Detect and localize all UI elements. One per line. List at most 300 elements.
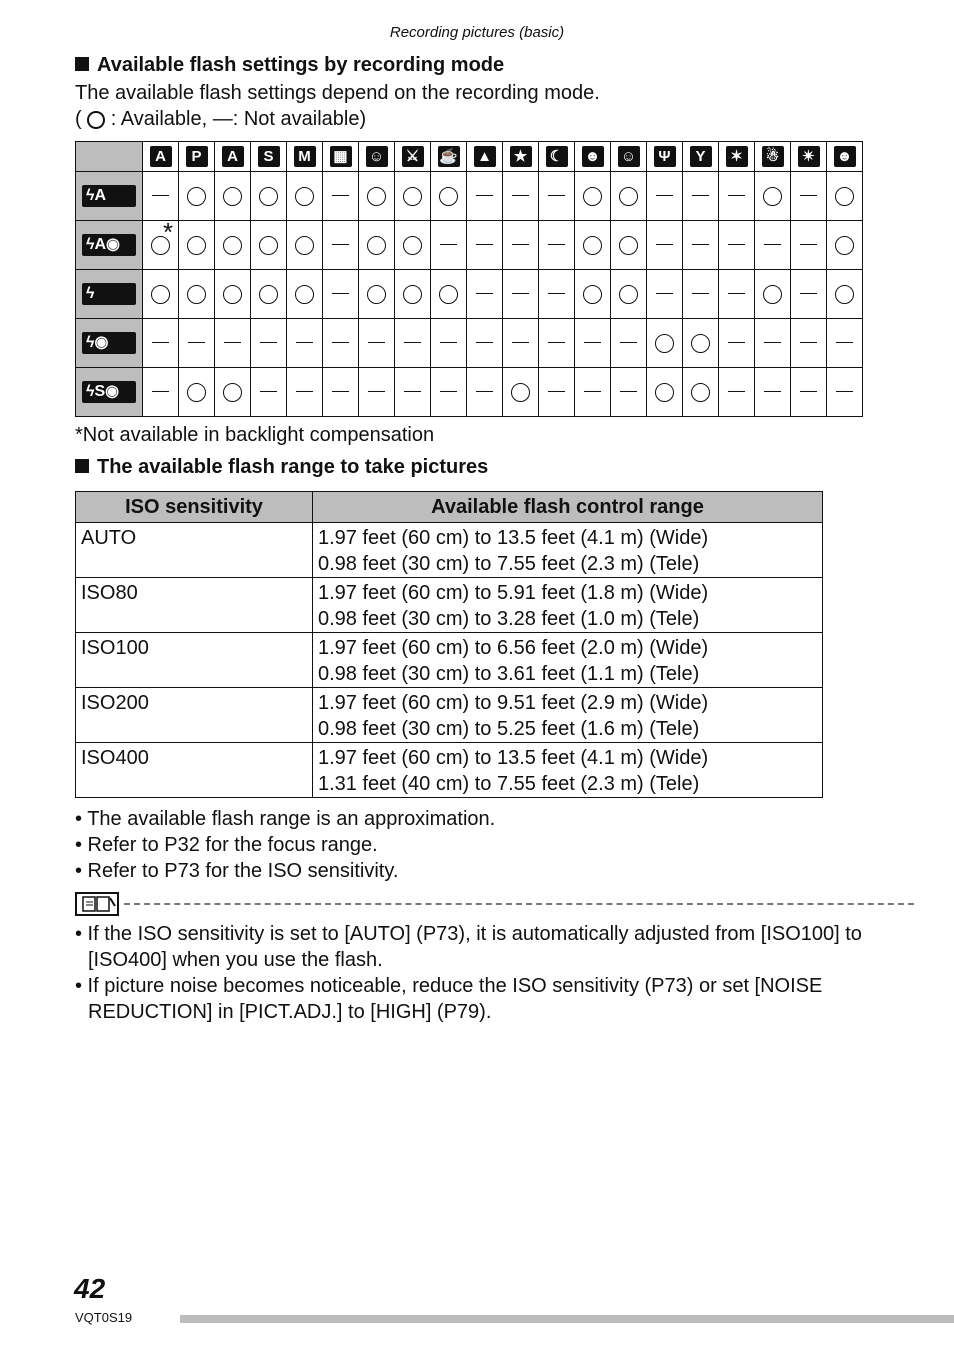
- available-circle-icon: [655, 383, 674, 402]
- not-available-dash: [332, 293, 349, 294]
- availability-cell: [431, 368, 467, 417]
- flash-row: [76, 172, 863, 221]
- memo-icon: [75, 892, 119, 916]
- availability-cell: [575, 368, 611, 417]
- availability-cell: [791, 368, 827, 417]
- not-available-dash: [728, 391, 745, 392]
- range-row: [76, 578, 823, 633]
- tele-range: 1.31 feet (40 cm) to 7.55 feet (2.3 m) (Tele): [318, 773, 700, 795]
- availability-cell: [755, 270, 791, 319]
- flash-icon: ϟS◉: [82, 381, 136, 403]
- availability-cell: [539, 319, 575, 368]
- availability-cell: [611, 221, 647, 270]
- not-available-dash: [188, 342, 205, 343]
- available-circle-icon: [439, 285, 458, 304]
- mode-icon: M: [294, 146, 316, 167]
- mode-icon: ☺: [366, 146, 388, 167]
- mode-icon: ✴: [798, 146, 820, 167]
- availability-cell: [719, 368, 755, 417]
- mode-header-cell: [503, 142, 539, 172]
- available-circle-icon: [223, 236, 242, 255]
- not-available-dash: [440, 391, 457, 392]
- not-available-dash: [404, 391, 421, 392]
- mode-icon: ☃: [762, 146, 784, 167]
- available-circle-icon: [763, 187, 782, 206]
- not-available-dash: [836, 342, 853, 343]
- section-title-text: The available flash range to take pictures: [97, 456, 489, 478]
- intro-text: The available flash settings depend on the recording mode.: [75, 82, 600, 104]
- availability-cell: [467, 172, 503, 221]
- availability-cell: [575, 270, 611, 319]
- bullet-list: [75, 806, 495, 884]
- mode-header-cell: [395, 142, 431, 172]
- flash-mode-cell: [76, 270, 143, 319]
- availability-cell: [215, 270, 251, 319]
- column-header-range: Available flash control range: [313, 492, 823, 523]
- availability-cell: [503, 368, 539, 417]
- not-available-dash: [404, 342, 421, 343]
- availability-cell: [575, 172, 611, 221]
- availability-cell: [539, 368, 575, 417]
- mode-header-cell: [755, 142, 791, 172]
- square-bullet-icon: [75, 459, 89, 473]
- mode-icon: S: [258, 146, 280, 167]
- available-circle-icon: [187, 187, 206, 206]
- mode-header-cell: [539, 142, 575, 172]
- availability-cell: [719, 270, 755, 319]
- column-header-iso: ISO sensitivity: [76, 492, 313, 523]
- not-available-dash: [728, 293, 745, 294]
- not-available-dash: [476, 195, 493, 196]
- legend-text: ( : Available, —: Not available): [75, 108, 367, 130]
- availability-cell: [539, 270, 575, 319]
- mode-header-cell: [575, 142, 611, 172]
- availability-cell: [755, 221, 791, 270]
- availability-cell: [251, 270, 287, 319]
- availability-cell: [251, 368, 287, 417]
- availability-cell: [395, 221, 431, 270]
- availability-cell: [683, 319, 719, 368]
- availability-cell: [215, 172, 251, 221]
- available-circle-icon: [691, 334, 710, 353]
- mode-header-cell: [719, 142, 755, 172]
- availability-cell: [395, 319, 431, 368]
- not-available-dash: [152, 342, 169, 343]
- dashed-divider: [124, 903, 914, 905]
- availability-cell: [827, 368, 863, 417]
- flash-mode-table: [75, 141, 863, 417]
- not-available-dash: [152, 195, 169, 196]
- not-available-dash: [260, 342, 277, 343]
- not-available-dash: [332, 391, 349, 392]
- availability-cell: [251, 221, 287, 270]
- availability-cell: [719, 319, 755, 368]
- section-title-text: Available flash settings by recording mode: [97, 54, 505, 76]
- mode-icon: ▲: [474, 146, 496, 167]
- availability-cell: [287, 368, 323, 417]
- availability-cell: [503, 221, 539, 270]
- availability-cell: [287, 172, 323, 221]
- not-available-dash: [692, 244, 709, 245]
- availability-cell: [467, 270, 503, 319]
- available-circle-icon: [691, 383, 710, 402]
- availability-cell: [287, 221, 323, 270]
- mode-icon: ☺: [618, 146, 640, 167]
- not-available-dash: [368, 342, 385, 343]
- not-available-dash: [512, 244, 529, 245]
- not-available-dash: [512, 293, 529, 294]
- mode-icon: Ψ: [654, 146, 676, 167]
- notebook-icon: [77, 894, 117, 914]
- flash-row: [76, 270, 863, 319]
- availability-cell: [611, 319, 647, 368]
- availability-cell: [467, 319, 503, 368]
- not-available-dash: [476, 244, 493, 245]
- footnote-star: *: [163, 217, 174, 247]
- not-available-dash: [584, 342, 601, 343]
- availability-cell: [323, 172, 359, 221]
- availability-cell: [467, 221, 503, 270]
- not-available-dash: [764, 342, 781, 343]
- available-circle-icon: [619, 285, 638, 304]
- iso-cell: ISO100: [76, 633, 313, 688]
- range-cell: [313, 743, 823, 798]
- not-available-dash: [476, 342, 493, 343]
- availability-cell: [395, 270, 431, 319]
- available-circle-icon: [87, 111, 105, 129]
- mode-icon: ☻: [582, 146, 604, 167]
- flash-range-table: [75, 491, 823, 798]
- available-circle-icon: [439, 187, 458, 206]
- availability-cell: [323, 368, 359, 417]
- available-circle-icon: [187, 236, 206, 255]
- section-title-flash-range: [75, 456, 488, 479]
- tele-range: 0.98 feet (30 cm) to 7.55 feet (2.3 m) (Tele): [318, 553, 700, 575]
- availability-cell: [431, 319, 467, 368]
- available-circle-icon: [583, 285, 602, 304]
- not-available-dash: [620, 391, 637, 392]
- availability-cell: [215, 221, 251, 270]
- range-cell: [313, 633, 823, 688]
- tele-range: 0.98 feet (30 cm) to 3.61 feet (1.1 m) (Tele): [318, 663, 700, 685]
- range-cell: [313, 523, 823, 578]
- not-available-dash: [368, 391, 385, 392]
- not-available-dash: [152, 391, 169, 392]
- availability-cell: [215, 319, 251, 368]
- not-available-dash: [764, 244, 781, 245]
- not-available-dash: [800, 293, 817, 294]
- available-circle-icon: [295, 187, 314, 206]
- available-circle-icon: [835, 187, 854, 206]
- available-circle-icon: [367, 285, 386, 304]
- availability-cell: [143, 319, 179, 368]
- availability-cell: [575, 319, 611, 368]
- mode-header-cell: [143, 142, 179, 172]
- range-row: [76, 743, 823, 798]
- mode-icon: ⚔: [402, 146, 424, 167]
- availability-cell: [647, 221, 683, 270]
- availability-cell: [791, 172, 827, 221]
- available-circle-icon: [403, 236, 422, 255]
- availability-cell: [323, 319, 359, 368]
- availability-cell: [467, 368, 503, 417]
- availability-cell: [539, 172, 575, 221]
- tele-range: 0.98 feet (30 cm) to 3.28 feet (1.0 m) (Tele): [318, 608, 700, 630]
- availability-cell: [179, 172, 215, 221]
- available-circle-icon: [367, 236, 386, 255]
- availability-cell: [503, 270, 539, 319]
- mode-icon: ☾: [546, 146, 568, 167]
- availability-cell: [503, 172, 539, 221]
- iso-cell: AUTO: [76, 523, 313, 578]
- wide-range: 1.97 feet (60 cm) to 13.5 feet (4.1 m) (Wide): [318, 527, 709, 549]
- mode-icon: ✶: [726, 146, 748, 167]
- availability-cell: [755, 319, 791, 368]
- bullet-item: • Refer to P32 for the focus range.: [75, 834, 378, 856]
- availability-cell: [827, 319, 863, 368]
- not-available-dash: [692, 293, 709, 294]
- availability-cell: [647, 270, 683, 319]
- availability-cell: [611, 368, 647, 417]
- availability-cell: [719, 221, 755, 270]
- page-header: Recording pictures (basic): [389, 24, 565, 41]
- flash-mode-cell: [76, 368, 143, 417]
- available-circle-icon: [295, 236, 314, 255]
- flash-mode-cell: [76, 172, 143, 221]
- availability-cell: [251, 319, 287, 368]
- available-circle-icon: [187, 285, 206, 304]
- not-available-dash: [476, 293, 493, 294]
- available-circle-icon: [619, 236, 638, 255]
- available-circle-icon: [583, 236, 602, 255]
- available-circle-icon: [583, 187, 602, 206]
- available-circle-icon: [223, 285, 242, 304]
- wide-range: 1.97 feet (60 cm) to 5.91 feet (1.8 m) (Wide): [318, 582, 709, 604]
- not-available-dash: [728, 244, 745, 245]
- mode-header-cell: [683, 142, 719, 172]
- mode-header-cell: [359, 142, 395, 172]
- not-available-dash: [260, 391, 277, 392]
- table-footnote: *Not available in backlight compensation: [75, 424, 435, 446]
- mode-header-cell: [791, 142, 827, 172]
- not-available-dash: [548, 391, 565, 392]
- mode-icon: ☻: [834, 146, 856, 167]
- mode-icon: A: [222, 146, 244, 167]
- availability-cell: [611, 172, 647, 221]
- available-circle-icon: [403, 285, 422, 304]
- not-available-dash: [620, 342, 637, 343]
- available-circle-icon: [259, 285, 278, 304]
- range-row: [76, 523, 823, 578]
- availability-cell: [251, 172, 287, 221]
- not-available-dash: [800, 244, 817, 245]
- availability-cell: [791, 270, 827, 319]
- corner-cell: [76, 142, 143, 172]
- not-available-dash: [836, 391, 853, 392]
- available-circle-icon: [223, 383, 242, 402]
- not-available-dash: [476, 391, 493, 392]
- availability-cell: [827, 270, 863, 319]
- flash-row: [76, 368, 863, 417]
- flash-icon: ϟA◉: [82, 234, 136, 256]
- mode-header-cell: [647, 142, 683, 172]
- availability-cell: [791, 319, 827, 368]
- footer-bar: [180, 1315, 954, 1323]
- availability-cell: [395, 172, 431, 221]
- availability-cell: [611, 270, 647, 319]
- mode-header-cell: [215, 142, 251, 172]
- availability-cell: [431, 172, 467, 221]
- mode-header-cell: [323, 142, 359, 172]
- flash-row: [76, 221, 863, 270]
- wide-range: 1.97 feet (60 cm) to 13.5 feet (4.1 m) (Wide): [318, 747, 709, 769]
- range-row: [76, 633, 823, 688]
- not-available-dash: [764, 391, 781, 392]
- available-circle-icon: [259, 187, 278, 206]
- availability-cell: [683, 368, 719, 417]
- availability-cell: [395, 368, 431, 417]
- not-available-dash: [296, 342, 313, 343]
- availability-cell: [575, 221, 611, 270]
- not-available-dash: [656, 244, 673, 245]
- availability-cell: [359, 270, 395, 319]
- not-available-dash: [548, 244, 565, 245]
- tele-range: 0.98 feet (30 cm) to 5.25 feet (1.6 m) (Tele): [318, 718, 700, 740]
- range-cell: [313, 578, 823, 633]
- not-available-dash: [548, 342, 565, 343]
- mode-header-cell: [251, 142, 287, 172]
- note-item: • If the ISO sensitivity is set to [AUTO] (P73), it is automatically adjusted from [ISO100] to [ISO400] when you use the flash.: [75, 923, 862, 971]
- available-circle-icon: [835, 236, 854, 255]
- availability-cell: [323, 270, 359, 319]
- available-circle-icon: [511, 383, 530, 402]
- available-circle-icon: [367, 187, 386, 206]
- mode-header-cell: [467, 142, 503, 172]
- wide-range: 1.97 feet (60 cm) to 9.51 feet (2.9 m) (Wide): [318, 692, 709, 714]
- available-circle-icon: [619, 187, 638, 206]
- not-available-dash: [332, 342, 349, 343]
- availability-cell: [179, 368, 215, 417]
- flash-icon: ϟ: [82, 283, 136, 305]
- section-title-flash-settings: [75, 54, 504, 77]
- availability-cell: [179, 221, 215, 270]
- notes-list: [75, 921, 915, 1025]
- not-available-dash: [332, 244, 349, 245]
- mode-icon: A: [150, 146, 172, 167]
- availability-cell: [539, 221, 575, 270]
- availability-cell: [359, 319, 395, 368]
- available-circle-icon: [403, 187, 422, 206]
- available-circle-icon: [151, 285, 170, 304]
- availability-cell: [143, 368, 179, 417]
- not-available-dash: [512, 342, 529, 343]
- availability-cell: [719, 172, 755, 221]
- mode-header-cell: [611, 142, 647, 172]
- available-circle-icon: [259, 236, 278, 255]
- document-code: VQT0S19: [75, 1310, 133, 1325]
- availability-cell: [431, 221, 467, 270]
- availability-cell: [647, 172, 683, 221]
- available-circle-icon: [295, 285, 314, 304]
- flash-mode-cell: [76, 319, 143, 368]
- mode-icon: ☕: [439, 148, 458, 165]
- availability-cell: [647, 368, 683, 417]
- available-circle-icon: [187, 383, 206, 402]
- availability-cell: [683, 221, 719, 270]
- iso-cell: ISO400: [76, 743, 313, 798]
- not-available-dash: [800, 342, 817, 343]
- mode-icon: P: [186, 146, 208, 167]
- not-available-dash: [548, 195, 565, 196]
- not-available-dash: [728, 195, 745, 196]
- bullet-item: • Refer to P73 for the ISO sensitivity.: [75, 860, 399, 882]
- availability-cell: [143, 172, 179, 221]
- availability-cell: [755, 368, 791, 417]
- availability-cell: [287, 270, 323, 319]
- not-available-dash: [692, 195, 709, 196]
- not-available-dash: [512, 195, 529, 196]
- not-available-dash: [224, 342, 241, 343]
- flash-row: [76, 319, 863, 368]
- availability-cell: [215, 368, 251, 417]
- available-circle-icon: [655, 334, 674, 353]
- availability-cell: [143, 270, 179, 319]
- not-available-dash: [584, 391, 601, 392]
- not-available-dash: [728, 342, 745, 343]
- availability-cell: [827, 172, 863, 221]
- flash-icon: ϟ◉: [82, 332, 136, 354]
- availability-cell: [755, 172, 791, 221]
- range-row: [76, 688, 823, 743]
- not-available-dash: [800, 195, 817, 196]
- range-cell: [313, 688, 823, 743]
- not-available-dash: [548, 293, 565, 294]
- not-available-dash: [332, 195, 349, 196]
- availability-cell: [359, 172, 395, 221]
- availability-cell: [683, 172, 719, 221]
- mode-header-cell: [431, 142, 467, 172]
- availability-cell: [323, 221, 359, 270]
- mode-icon: ▦: [330, 146, 352, 167]
- note-item: • If picture noise becomes noticeable, reduce the ISO sensitivity (P73) or set [NOISE REDUCTION] in [PICT.ADJ.] to [HIGH] (P79).: [75, 975, 823, 1023]
- availability-cell: [179, 319, 215, 368]
- not-available-dash: [800, 391, 817, 392]
- page-number: 42: [74, 1273, 106, 1304]
- availability-cell: [683, 270, 719, 319]
- availability-cell: [287, 319, 323, 368]
- availability-cell: [791, 221, 827, 270]
- availability-cell: [431, 270, 467, 319]
- not-available-dash: [656, 293, 673, 294]
- mode-header-cell: [287, 142, 323, 172]
- availability-cell: [827, 221, 863, 270]
- wide-range: 1.97 feet (60 cm) to 6.56 feet (2.0 m) (Wide): [318, 637, 709, 659]
- availability-cell: [359, 368, 395, 417]
- bullet-item: • The available flash range is an approximation.: [75, 808, 496, 830]
- flash-icon: ϟA: [82, 185, 136, 207]
- availability-cell: [503, 319, 539, 368]
- not-available-dash: [656, 195, 673, 196]
- available-circle-icon: [763, 285, 782, 304]
- mode-header-cell: [827, 142, 863, 172]
- iso-cell: ISO200: [76, 688, 313, 743]
- mode-header-cell: [179, 142, 215, 172]
- flash-mode-cell: [76, 221, 143, 270]
- not-available-dash: [440, 342, 457, 343]
- availability-cell: [647, 319, 683, 368]
- available-circle-icon: [835, 285, 854, 304]
- iso-cell: ISO80: [76, 578, 313, 633]
